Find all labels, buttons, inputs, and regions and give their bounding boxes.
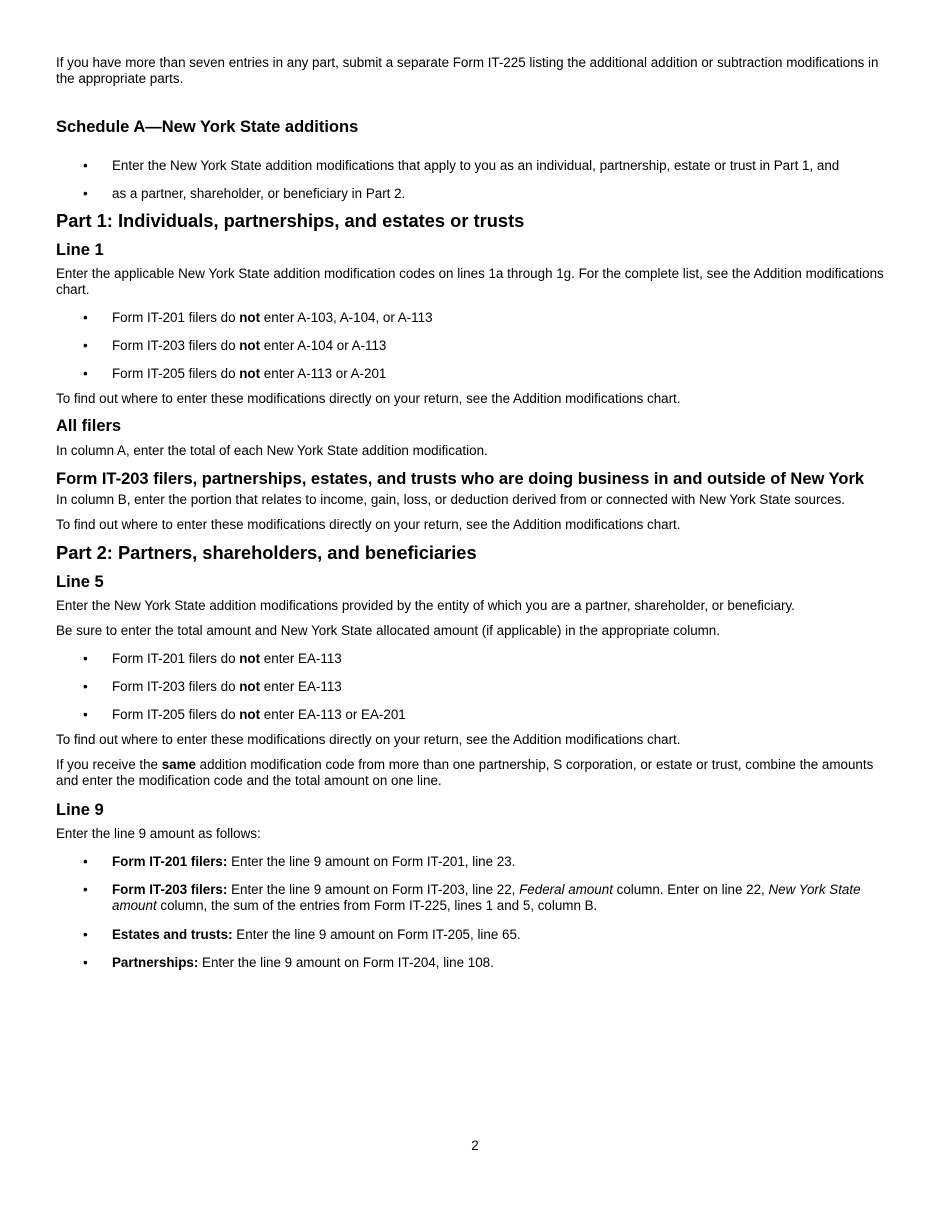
schedule-a-bullet: • as a partner, shareholder, or beneficiary in Part 2. — [56, 186, 896, 202]
page-number: 2 — [471, 1138, 479, 1153]
line1-bullets — [56, 310, 896, 382]
part2-heading: Part 2: Partners, shareholders, and beneficiaries — [56, 542, 477, 563]
all-filers-text: In column A, enter the total of each New York State addition modification. — [56, 443, 488, 458]
line1-after-text: To find out where to enter these modifications directly on your return, see the Addition modifications chart. — [56, 391, 681, 406]
line1-heading: Line 1 — [56, 241, 104, 259]
it203-heading: Form IT-203 filers, partnerships, estates, and trusts who are doing business in and outside of New York — [56, 470, 865, 488]
it203-text: In column B, enter the portion that relates to income, gain, loss, or deduction derived from or connected with New York State sources. — [56, 492, 845, 507]
schedule-a-heading: Schedule A—New York State additions — [56, 118, 359, 136]
line1-text: Enter the applicable New York State addition modification codes on lines 1a through 1g. For the complete list, see the Addition modifications chart. — [56, 266, 884, 297]
list-item: • Form IT-205 filers do not enter EA-113 or EA-201 — [56, 707, 896, 723]
schedule-a-bullets — [56, 158, 896, 202]
list-item: • Partnerships: Enter the line 9 amount on Form IT-204, line 108. — [56, 955, 896, 971]
part1-heading: Part 1: Individuals, partnerships, and estates or trusts — [56, 210, 525, 231]
line5-bullets — [56, 651, 896, 723]
line5-after-text: To find out where to enter these modifications directly on your return, see the Addition modifications chart. — [56, 732, 681, 747]
list-item: • Form IT-205 filers do not enter A-113 or A-201 — [56, 366, 896, 382]
list-item: • Form IT-201 filers do not enter EA-113 — [56, 651, 896, 667]
intro-paragraph: If you have more than seven entries in any part, submit a separate Form IT-225 listing the additional addition or subtraction modifications in the appropriate parts. — [56, 55, 879, 86]
line5-same-text: If you receive the same addition modification code from more than one partnership, S corporation, or estate or trust, combine the amounts and enter the modification code and the total amount on one line. — [56, 757, 874, 788]
line5-text: Enter the New York State addition modifications provided by the entity of which you are a partner, shareholder, or beneficiary. — [56, 598, 795, 613]
list-item: • Form IT-201 filers: Enter the line 9 amount on Form IT-201, line 23. — [56, 854, 896, 870]
document-page — [56, 55, 896, 971]
line9-bullets — [56, 854, 896, 971]
list-item: • Form IT-203 filers do not enter EA-113 — [56, 679, 896, 695]
line5-text: Be sure to enter the total amount and New York State allocated amount (if applicable) in the appropriate column. — [56, 623, 720, 638]
all-filers-heading: All filers — [56, 417, 122, 435]
list-item: • Form IT-201 filers do not enter A-103, A-104, or A-113 — [56, 310, 896, 326]
line5-heading: Line 5 — [56, 573, 104, 591]
schedule-a-bullet: • Enter the New York State addition modifications that apply to you as an individual, partnership, estate or trust in Part 1, and — [56, 158, 896, 174]
list-item: • Estates and trusts: Enter the line 9 amount on Form IT-205, line 65. — [56, 927, 896, 943]
line9-text: Enter the line 9 amount as follows: — [56, 826, 261, 841]
list-item: • Form IT-203 filers: Enter the line 9 amount on Form IT-203, line 22, Federal amount column. Enter on line 22, New York State amount column, the sum of the entries from Form IT-225, lines 1 and 5, column B. — [56, 882, 896, 914]
line9-heading: Line 9 — [56, 801, 104, 819]
list-item: • Form IT-203 filers do not enter A-104 or A-113 — [56, 338, 896, 354]
it203-text: To find out where to enter these modifications directly on your return, see the Addition modifications chart. — [56, 517, 681, 532]
